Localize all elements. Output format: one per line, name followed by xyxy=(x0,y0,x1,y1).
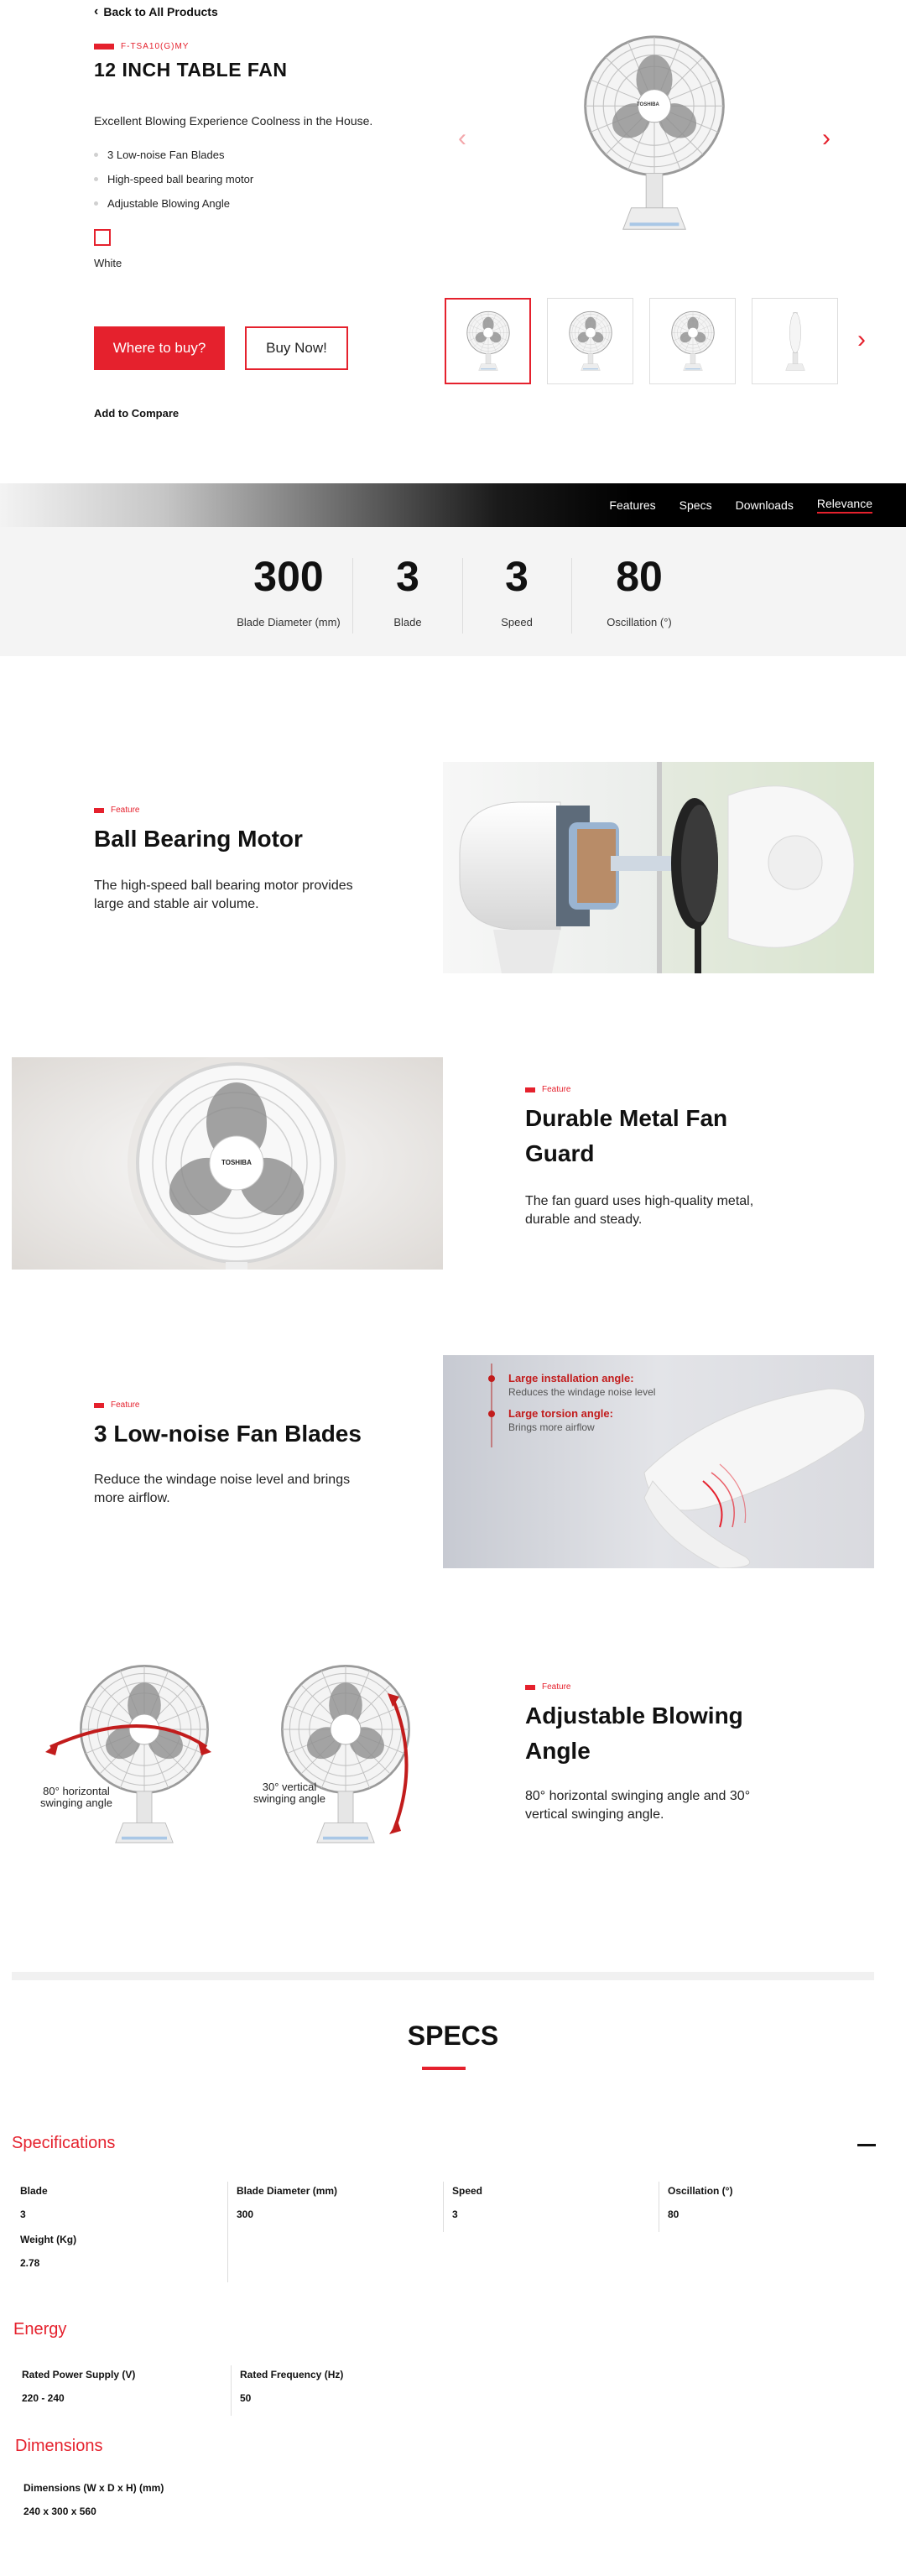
spec-key: Rated Frequency (Hz) xyxy=(240,2369,344,2380)
spec-value: 220 - 240 xyxy=(22,2392,65,2404)
nav-specs[interactable]: Specs xyxy=(679,498,712,512)
stat-divider xyxy=(352,558,353,634)
bullet-item: 3 Low-noise Fan Blades xyxy=(94,143,253,167)
gallery-next-arrow-icon[interactable]: › xyxy=(822,124,830,152)
spec-key: Rated Power Supply (V) xyxy=(22,2369,136,2380)
nav-downloads[interactable]: Downloads xyxy=(735,498,794,512)
bullet-item: Adjustable Blowing Angle xyxy=(94,191,253,216)
spec-divider xyxy=(227,2232,228,2282)
feature-tag xyxy=(525,1085,570,1094)
stat-label: Speed xyxy=(501,615,533,628)
gallery-thumbnail[interactable] xyxy=(445,298,531,384)
feature-description: 80° horizontal swinging angle and 30° vertical swinging angle. xyxy=(525,1789,751,1822)
feature-tag-label: Feature xyxy=(542,1682,571,1692)
spec-key: Blade xyxy=(20,2185,48,2197)
stat-blade-diameter xyxy=(196,527,381,656)
fan-brand-mark: TOSHIBA xyxy=(637,102,659,107)
product-main-image xyxy=(570,32,738,237)
feature-tag-label: Feature xyxy=(111,1400,140,1410)
ball-bearing-motor-image xyxy=(443,762,874,973)
back-to-products-link[interactable] xyxy=(94,5,218,18)
model-row xyxy=(94,42,189,51)
feature-tag xyxy=(525,1682,570,1692)
feature-description: The high-speed ball bearing motor provides large and stable air volume. xyxy=(94,879,353,911)
spec-cell xyxy=(12,2185,227,2232)
horizontal-angle-label: 80° horizontal swinging angle xyxy=(39,1785,112,1809)
collapse-minus-icon[interactable] xyxy=(857,2144,876,2146)
feature-tag xyxy=(94,1400,139,1410)
spec-value: 50 xyxy=(240,2392,252,2404)
stat-label: Blade Diameter (mm) xyxy=(237,615,341,628)
buy-now-button[interactable]: Buy Now! xyxy=(245,326,348,370)
stat-label: Oscillation (°) xyxy=(607,615,672,628)
stat-divider xyxy=(462,558,463,634)
feature-title: Durable Metal Fan Guard xyxy=(525,1105,728,1166)
feature-title: Adjustable Blowing Angle xyxy=(525,1703,743,1764)
stat-value: 80 xyxy=(616,552,663,600)
gallery-thumbnail[interactable] xyxy=(649,298,736,384)
stat-oscillation xyxy=(572,527,706,656)
feature-tag-label: Feature xyxy=(542,1085,571,1094)
spec-cell xyxy=(659,2182,874,2232)
color-swatch-white[interactable] xyxy=(94,229,111,246)
nav-relevance[interactable]: Relevance xyxy=(817,497,872,514)
feature-tag-label: Feature xyxy=(111,806,140,815)
spec-cell xyxy=(12,2234,227,2281)
feature-tag-bar xyxy=(94,808,104,813)
stat-blade xyxy=(357,527,459,656)
feature-description: The fan guard uses high-quality metal, durable and steady. xyxy=(525,1194,754,1227)
gallery-thumbnail[interactable] xyxy=(547,298,633,384)
spec-value: 3 xyxy=(20,2208,26,2220)
annotation-install-desc: Reduces the windage noise level xyxy=(508,1386,656,1398)
section-divider xyxy=(12,1972,874,1980)
annotation-torsion-title: Large torsion angle: xyxy=(508,1407,613,1420)
thumbnail-fan-image xyxy=(463,310,513,373)
stat-label: Blade xyxy=(393,615,422,628)
spec-key: Dimensions (W x D x H) (mm) xyxy=(23,2482,164,2494)
stat-value: 3 xyxy=(396,552,419,600)
spec-value: 240 x 300 x 560 xyxy=(23,2506,96,2517)
thumbnail-fan-side-image xyxy=(770,310,820,373)
spec-cell xyxy=(13,2369,231,2416)
spec-key: Oscillation (°) xyxy=(668,2185,733,2197)
where-to-buy-button[interactable]: Where to buy? xyxy=(94,326,225,370)
feature-tag-bar xyxy=(525,1087,535,1092)
spec-cell xyxy=(15,2482,267,2529)
stat-value: 3 xyxy=(505,552,528,600)
spec-value: 2.78 xyxy=(20,2257,40,2269)
gallery-prev-arrow-icon[interactable]: ‹ xyxy=(458,124,466,152)
feature-tag xyxy=(94,806,139,815)
spec-value: 300 xyxy=(237,2208,254,2220)
chevron-left-icon: ‹ xyxy=(94,4,99,18)
back-link-label: Back to All Products xyxy=(103,5,218,18)
stat-value: 300 xyxy=(253,552,324,600)
feature-bullet-list xyxy=(94,143,253,216)
annotation-torsion-desc: Brings more airflow xyxy=(508,1421,595,1433)
energy-heading: Energy xyxy=(13,2320,67,2339)
model-accent-bar xyxy=(94,44,114,50)
stat-speed xyxy=(466,527,568,656)
spec-value: 3 xyxy=(452,2208,458,2220)
product-description: Excellent Blowing Experience Coolness in the House. xyxy=(94,114,373,128)
gallery-thumbnail[interactable] xyxy=(752,298,838,384)
section-nav-links xyxy=(609,483,872,527)
bullet-item: High-speed ball bearing motor xyxy=(94,167,253,191)
adjustable-angle-image xyxy=(25,1661,445,1854)
model-number: F-TSA10(G)MY xyxy=(121,42,190,51)
spec-key: Blade Diameter (mm) xyxy=(237,2185,338,2197)
feature-title: 3 Low-noise Fan Blades xyxy=(94,1421,362,1447)
annotation-install-title: Large installation angle: xyxy=(508,1372,634,1384)
spec-key: Speed xyxy=(452,2185,483,2197)
specifications-heading: Specifications xyxy=(12,2134,116,2152)
dimensions-heading: Dimensions xyxy=(15,2437,103,2455)
specs-title-underline xyxy=(422,2067,466,2070)
add-to-compare-link[interactable]: Add to Compare xyxy=(94,407,180,420)
color-label: White xyxy=(94,257,122,269)
spec-key: Weight (Kg) xyxy=(20,2234,77,2245)
feature-tag-bar xyxy=(94,1403,104,1408)
fan-brand-mark: TOSHIBA xyxy=(221,1159,252,1166)
product-title: 12 INCH TABLE FAN xyxy=(94,59,288,81)
feature-title: Ball Bearing Motor xyxy=(94,826,303,852)
spec-cell xyxy=(227,2182,443,2232)
thumbnail-fan-image xyxy=(565,310,616,373)
feature-description: Reduce the windage noise level and brings more airflow. xyxy=(94,1473,351,1505)
spec-cell xyxy=(443,2182,659,2232)
nav-features[interactable]: Features xyxy=(609,498,656,512)
spec-value: 80 xyxy=(668,2208,680,2220)
thumbnail-next-arrow-icon[interactable]: › xyxy=(857,326,866,353)
specs-title: SPECS xyxy=(407,2021,499,2051)
feature-tag-bar xyxy=(525,1685,535,1690)
spec-cell xyxy=(231,2365,448,2416)
vertical-angle-label: 30° vertical swinging angle xyxy=(253,1781,325,1805)
thumbnail-fan-image xyxy=(668,310,718,373)
